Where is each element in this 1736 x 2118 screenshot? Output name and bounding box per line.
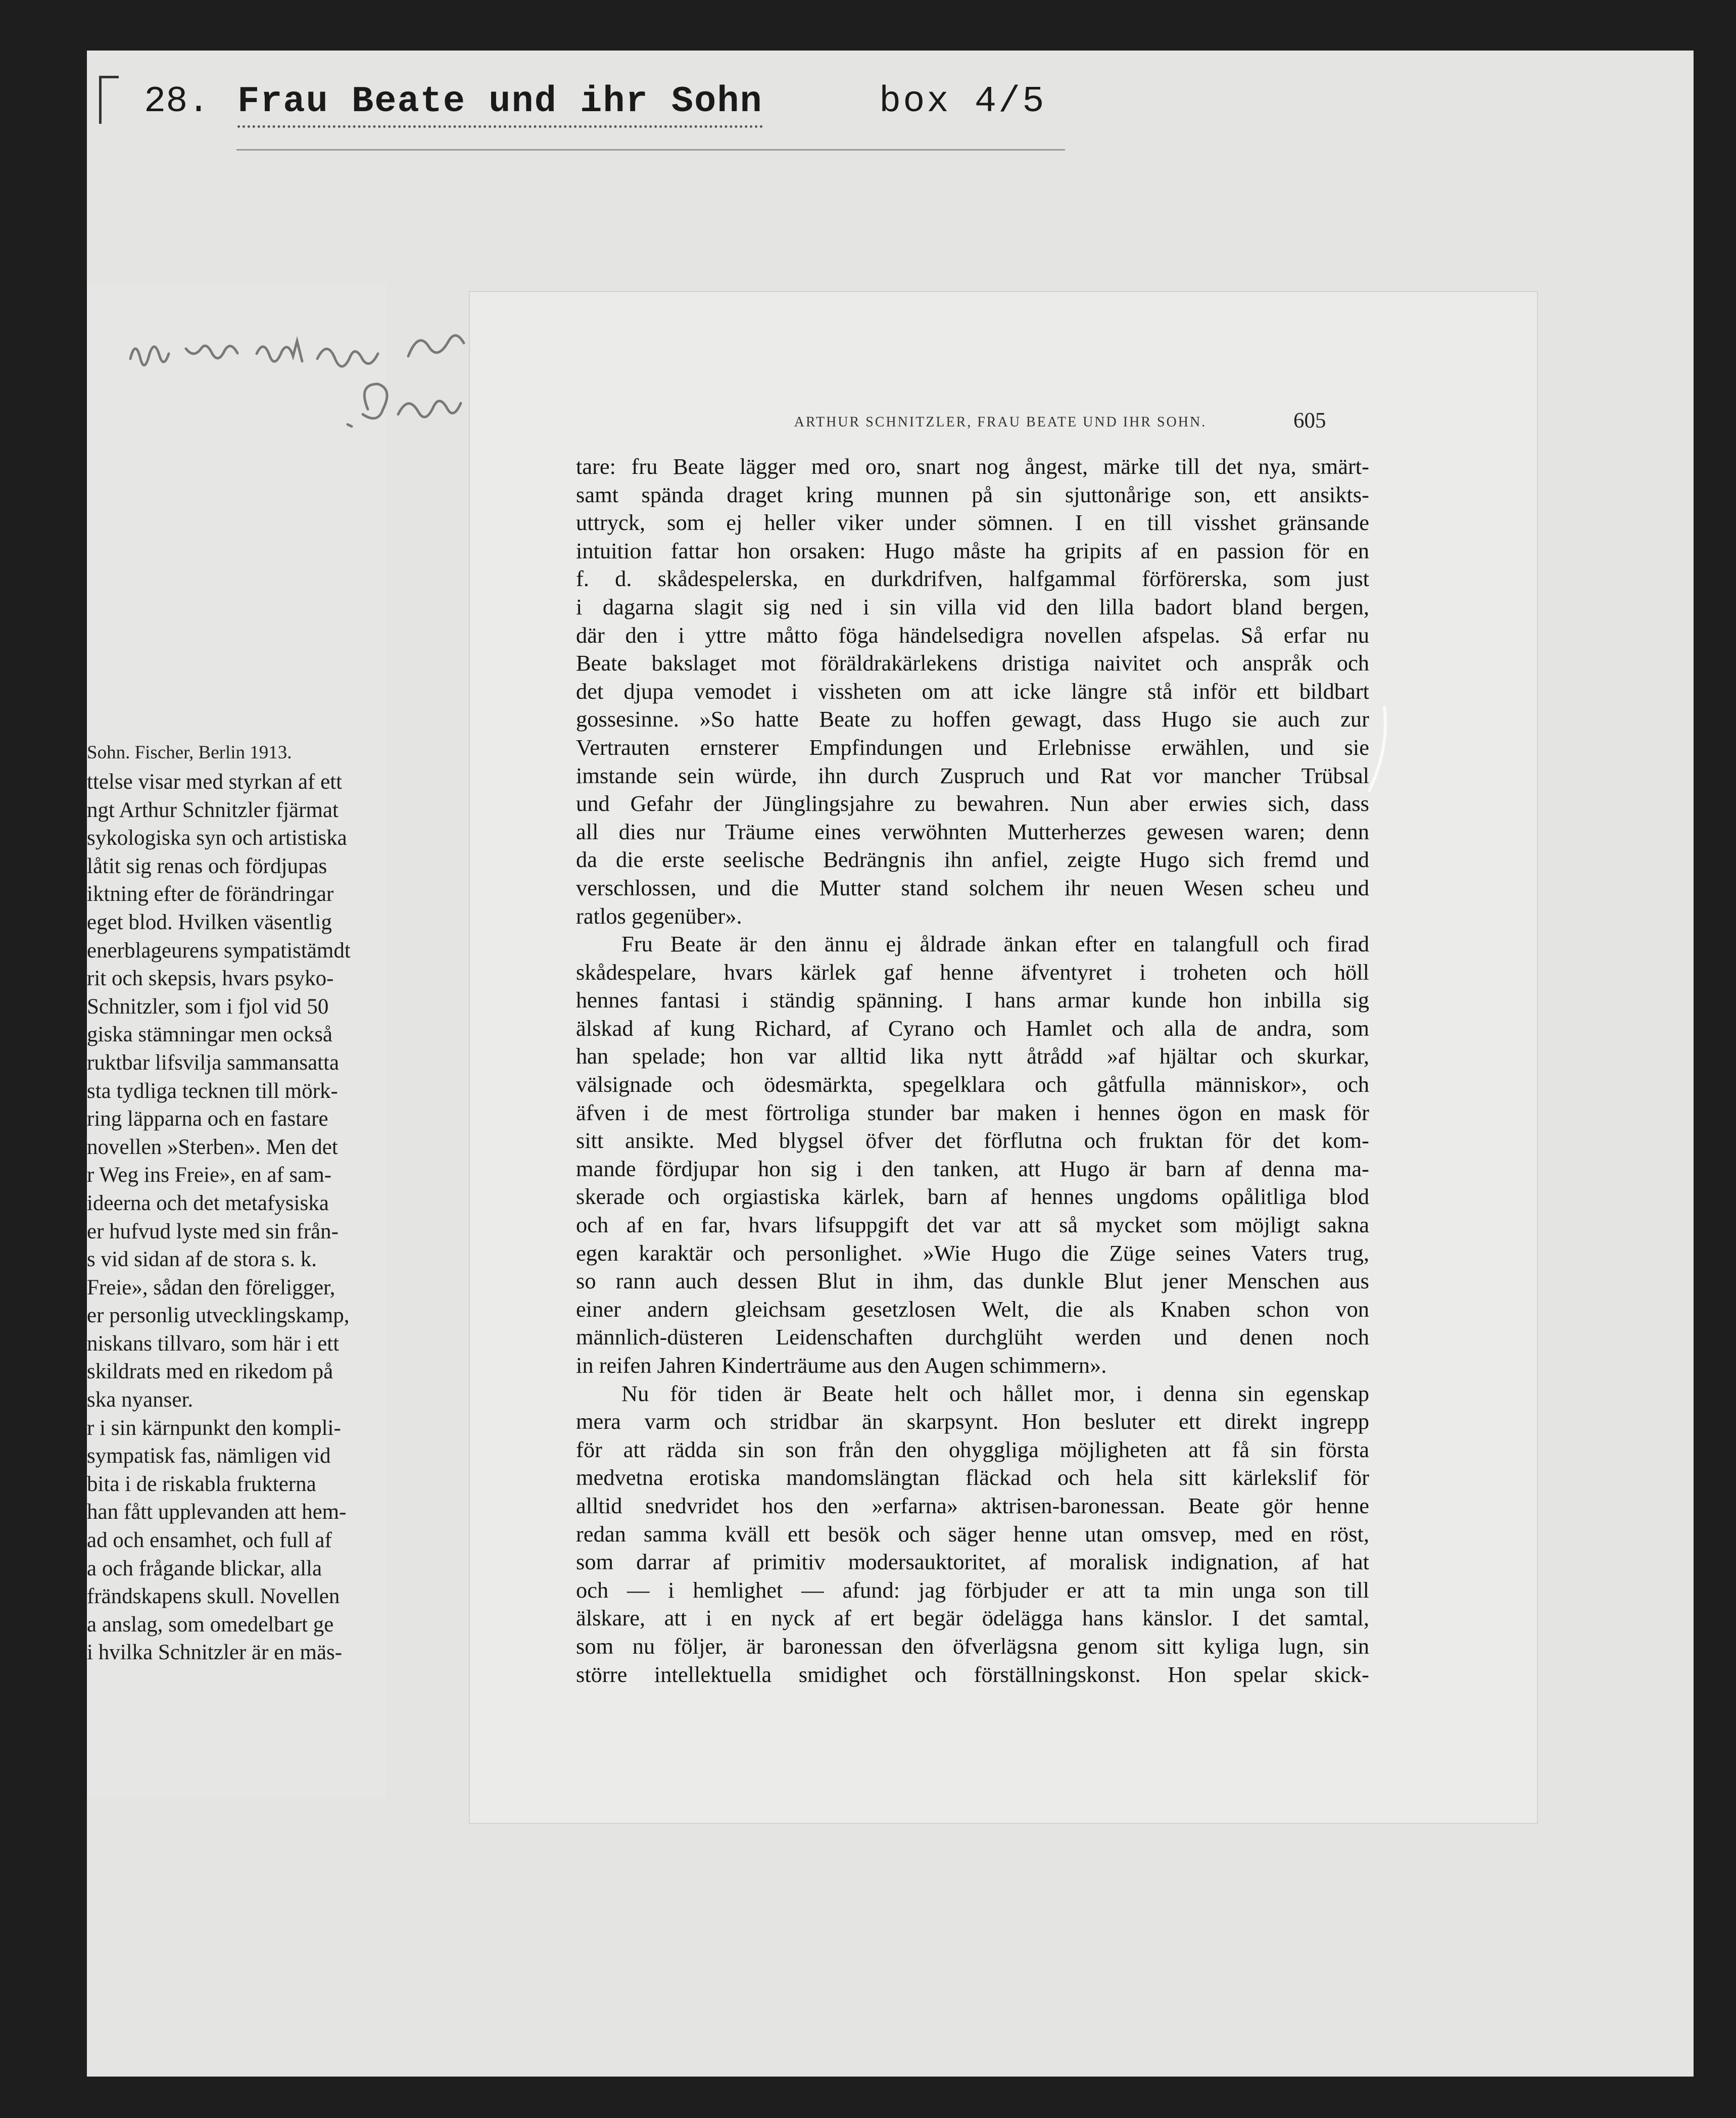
main-text-line: i dagarna slagit sig ned i sin villa vid den lilla badort bland bergen,	[576, 594, 1369, 619]
left-text-line: i hvilka Schnitzler är en mäs-	[87, 1641, 343, 1665]
left-text-line: sympatisk fas, nämligen vid	[87, 1444, 331, 1468]
main-text-line: egen karaktär och personlighet. »Wie Hugo die Züge seines Vaters trug,	[576, 1240, 1369, 1266]
main-text-line: all dies nur Träume eines verwöhnten Mutterherzes gewesen waren; denn	[576, 819, 1369, 844]
left-text-line: enerblageurens sympatistämdt	[87, 938, 351, 962]
main-text-line: som darrar af primitiv modersauktoritet, af moralisk indignation, af hat	[576, 1549, 1369, 1575]
main-text-line: älskare, att i en nyck af ert begär ödelägga hans känslor. I det samtal,	[576, 1605, 1369, 1631]
left-text-line: ring läpparna och en fastare	[87, 1107, 328, 1131]
left-text-line: frändskapens skull. Novellen	[87, 1584, 340, 1609]
main-text-line: ratlos gegenüber».	[576, 903, 742, 929]
page-number: 605	[1293, 409, 1326, 432]
main-text-line: gossesinne. »So hatte Beate zu hoffen gewagt, dass Hugo sie auch zur	[576, 706, 1369, 732]
main-text-line: so rann auch dessen Blut in ihm, das dunkle Blut jener Menschen aus	[576, 1268, 1369, 1294]
left-clipping-source: Sohn. Fischer, Berlin 1913.	[87, 742, 292, 763]
main-text-line: Fru Beate är den ännu ej åldrade änkan efter en talangfull och firad	[621, 931, 1369, 957]
main-text-line: äfven i de mest förtroliga stunder bar maken i hennes ögon en mask för	[576, 1099, 1369, 1125]
main-text-line: han spelade; hon var alltid lika nytt åtrådd »af hjältar och skurkar,	[576, 1043, 1369, 1069]
left-text-line: han fått upplevanden att hem-	[87, 1500, 347, 1524]
main-text-line: och af en far, hvars lifsuppgift det var att så mycket som möjligt sakna	[576, 1212, 1369, 1238]
main-text-line: medvetna erotiska mandomslängtan fläckad och hela sitt kärlekslif för	[576, 1465, 1369, 1490]
left-text-line: ngt Arthur Schnitzler fjärmat	[87, 798, 339, 822]
box-label: box 4/5	[879, 81, 1046, 122]
left-clipping	[87, 283, 386, 1799]
left-text-line: ad och ensamhet, och full af	[87, 1528, 332, 1553]
main-text-line: sitt ansikte. Med blygsel öfver det förflutna och fruktan för det kom-	[576, 1128, 1369, 1153]
main-text-line: imstande sein würde, ihn durch Zuspruch und Rat vor mancher Trübsal	[576, 762, 1369, 788]
left-text-line: s vid sidan af de stora s. k.	[87, 1247, 317, 1272]
running-head: ARTHUR SCHNITZLER, FRAU BEATE UND IHR SOHN.	[794, 414, 1207, 430]
left-text-line: låtit sig renas och fördjupas	[87, 854, 327, 878]
scan-mark	[1364, 705, 1394, 796]
main-text-line: verschlossen, und die Mutter stand solchem ihr neuen Wesen scheu und	[576, 875, 1369, 900]
main-text-line: f. d. skådespelerska, en durkdrifven, halfgammal förförerska, som just	[576, 566, 1369, 592]
main-text-line: da die erste seelische Bedrängnis ihn anfiel, zeigte Hugo sich fremd und	[576, 847, 1369, 873]
card-number: 28.	[144, 81, 210, 122]
left-text-line: iktning efter de förändringar	[87, 882, 334, 906]
main-text-line: Beate bakslaget mot föräldrakärlekens dristiga naivitet och anspråk och	[576, 650, 1369, 676]
main-text-line: det djupa vemodet i vissheten om att icke längre stå inför ett bildbart	[576, 678, 1369, 704]
left-text-line: ttelse visar med styrkan af ett	[87, 770, 343, 794]
header-rule	[236, 149, 1065, 151]
main-text-line: samt spända draget kring munnen på sin sjuttonårige son, ett ansikts-	[576, 482, 1369, 507]
left-text-line: a och frågande blickar, alla	[87, 1556, 322, 1580]
left-text-line: er hufvud lyste med sin från-	[87, 1219, 339, 1243]
main-text-line: där den i yttre måtto föga händelsedigra novellen afspelas. Så erfar nu	[576, 622, 1369, 648]
left-text-line: Schnitzler, som i fjol vid 50	[87, 994, 329, 1019]
main-text-line: alltid snedvridet hos den »erfarna» aktrisen-baronessan. Beate gör henne	[576, 1493, 1369, 1518]
main-text-line: och — i hemlighet — afund: jag förbjuder er att ta min unga son till	[576, 1577, 1369, 1603]
card-title: Frau Beate und ihr Sohn	[237, 81, 763, 128]
main-text-line: redan samma kväll ett besök och säger henne utan omsvep, med en röst,	[576, 1521, 1369, 1547]
main-clipping-text	[576, 453, 1369, 1689]
left-text-line: er personlig utvecklingskamp,	[87, 1304, 350, 1328]
left-text-line: skildrats med en rikedom på	[87, 1360, 333, 1384]
main-text-line: Vertrauten ernsterer Empfindungen und Erlebnisse erwählen, und sie	[576, 734, 1369, 760]
left-text-line: r i sin kärnpunkt den kompli-	[87, 1416, 341, 1440]
main-clipping	[470, 292, 1537, 1823]
left-text-line: giska stämningar men också	[87, 1023, 333, 1047]
left-text-line: ruktbar lifsvilja sammansatta	[87, 1050, 340, 1075]
left-text-line: niskans tillvaro, som här i ett	[87, 1331, 340, 1356]
main-text-line: intuition fattar hon orsaken: Hugo måste ha gripits af en passion för en	[576, 538, 1369, 563]
left-text-line: ska nyanser.	[87, 1388, 194, 1412]
left-text-line: sykologiska syn och artistiska	[87, 826, 347, 850]
main-text-line: einer andern gleichsam gesetzlosen Welt, die als Knaben schon von	[576, 1296, 1369, 1322]
main-text-line: som nu följer, är baronessan den öfverlägsna genom sitt kyliga lugn, sin	[576, 1633, 1369, 1659]
main-text-line: hennes fantasi i ständig spänning. I hans armar kunde hon inbilla sig	[576, 987, 1369, 1013]
main-text-line: mera varm och stridbar än skarpsynt. Hon besluter ett direkt ingrepp	[576, 1409, 1369, 1434]
left-text-line: r Weg ins Freie», en af sam-	[87, 1163, 332, 1187]
main-text-line: skådespelare, hvars kärlek gaf henne äfventyret i troheten och höll	[576, 959, 1369, 985]
main-text-line: välsignade och ödesmärkta, spegelklara och gåtfulla människor», och	[576, 1072, 1369, 1097]
main-text-line: Nu för tiden är Beate helt och hållet mor, i denna sin egenskap	[621, 1380, 1369, 1406]
main-text-line: för att rädda sin son från den ohyggliga möjligheten att få sin första	[576, 1436, 1369, 1462]
main-text-line: älskad af kung Richard, af Cyrano och Hamlet och alla de andra, som	[576, 1015, 1369, 1041]
left-text-line: a anslag, som omedelbart ge	[87, 1612, 334, 1636]
main-text-line: större intellektuella smidighet och förställningskonst. Hon spelar skick-	[576, 1661, 1369, 1687]
left-text-line: novellen »Sterben». Men det	[87, 1135, 338, 1159]
left-text-line: Freie», sådan den föreligger,	[87, 1275, 335, 1299]
corner-mark	[99, 76, 119, 124]
main-text-line: skerade och orgiastiska kärlek, barn af hennes ungdoms opålitliga blod	[576, 1184, 1369, 1210]
card-header	[144, 81, 1104, 136]
main-text-line: männlich-düsteren Leidenschaften durchglüht werden und denen noch	[576, 1324, 1369, 1350]
main-text-line: tare: fru Beate lägger med oro, snart nog ångest, märke till det nya, smärt-	[576, 454, 1369, 479]
left-clipping-text	[87, 768, 385, 1667]
main-text-line: mande fördjupar hon sig i den tanken, att Hugo är barn af denna ma-	[576, 1156, 1369, 1181]
left-text-line: sta tydliga tecknen till mörk-	[87, 1079, 338, 1103]
left-text-line: ideerna och det metafysiska	[87, 1191, 329, 1215]
main-text-line: und Gefahr der Jünglingsjahre zu bewahren. Nun aber erwies sich, dass	[576, 791, 1369, 816]
handwritten-annotation	[125, 328, 469, 455]
left-text-line: rit och skepsis, hvars psyko-	[87, 967, 334, 991]
main-text-line: uttryck, som ej heller viker under sömnen. I en till visshet gränsande	[576, 510, 1369, 536]
left-text-line: bita i de riskabla frukterna	[87, 1472, 316, 1496]
main-text-line: in reifen Jahren Kinderträume aus den Augen schimmern».	[576, 1353, 1107, 1378]
left-text-line: eget blod. Hvilken väsentlig	[87, 910, 332, 934]
